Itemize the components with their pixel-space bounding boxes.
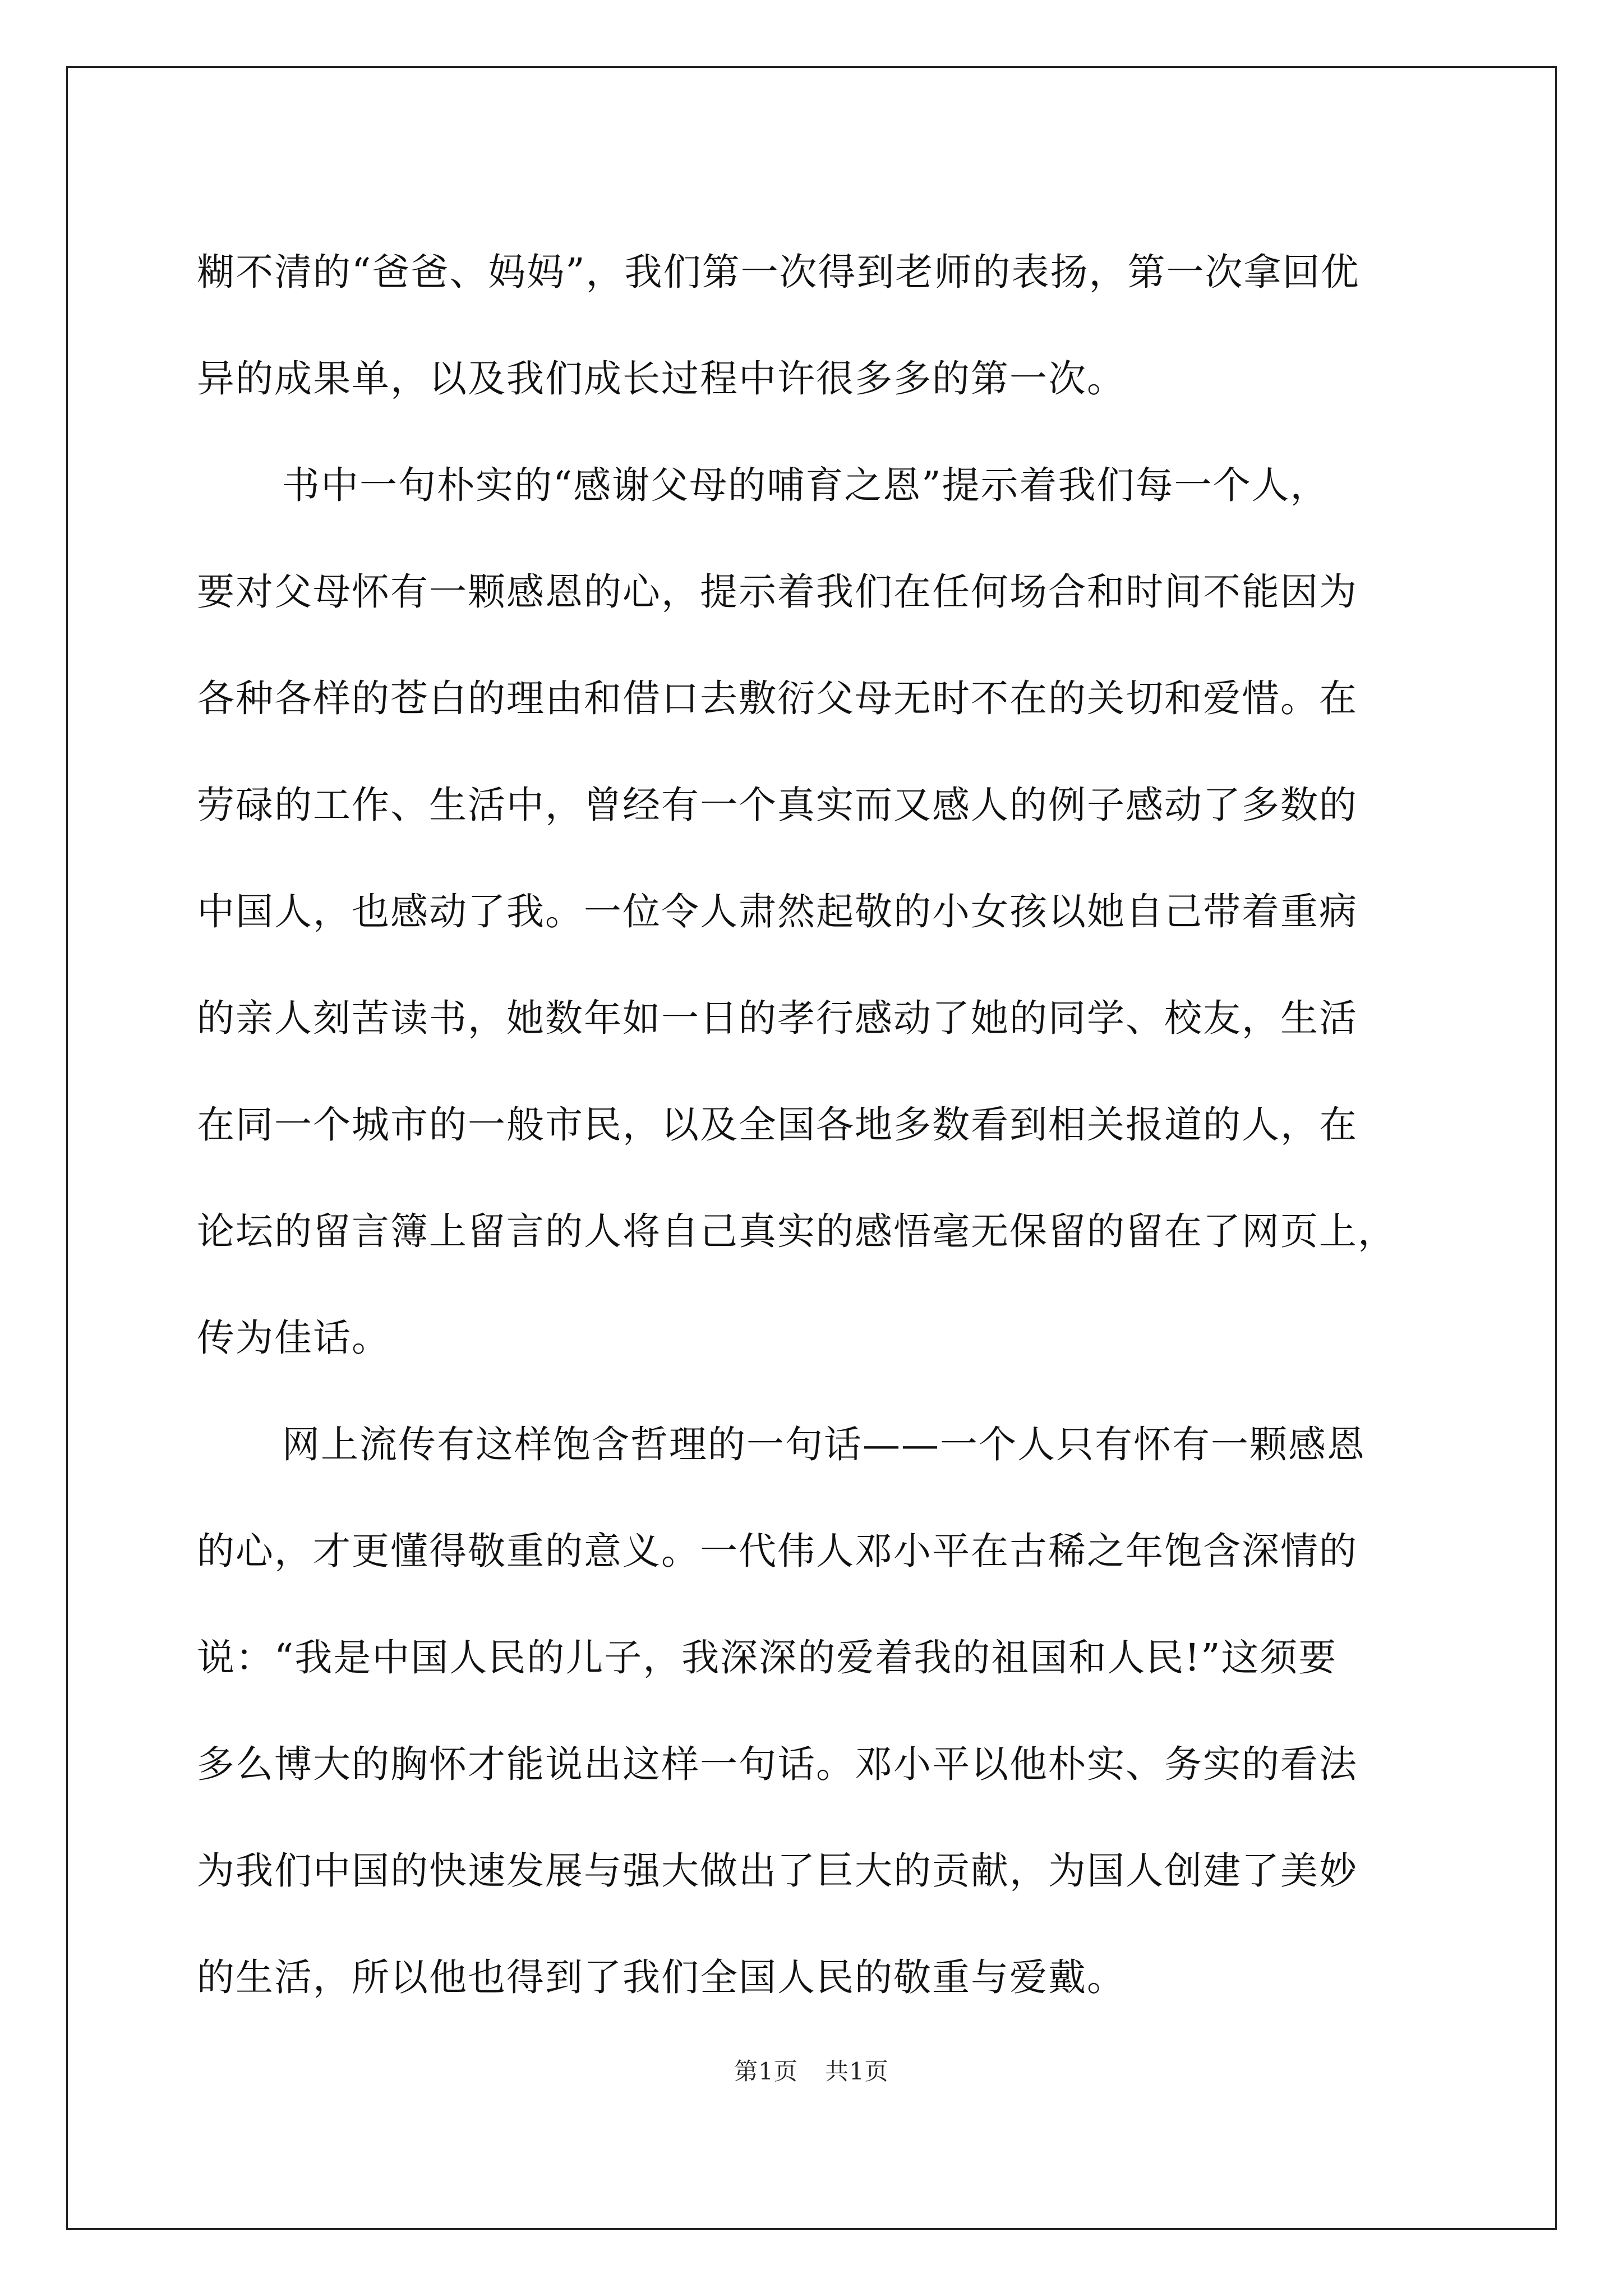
text-line: 为我们中国的快速发展与强大做出了巨大的贡献，为国人创建了美妙 (197, 1849, 1358, 1893)
text-line: 网上流传有这样饱含哲理的一句话——一个人只有怀有一颗感恩 (282, 1423, 1366, 1466)
page-footer (0, 2053, 1623, 2087)
text-line: 在同一个城市的一般市民，以及全国各地多数看到相关报道的人，在 (197, 1103, 1358, 1147)
page-number: 第1页 (734, 2058, 798, 2085)
document-body (197, 219, 1442, 2031)
text-line: 的生活，所以他也得到了我们全国人民的敬重与爱戴。 (197, 1955, 1126, 1999)
text-line: 各种各样的苍白的理由和借口去敷衍父母无时不在的关切和爱惜。在 (197, 677, 1358, 720)
text-line: 中国人，也感动了我。一位令人肃然起敬的小女孩以她自己带着重病 (197, 890, 1358, 933)
text-line: 说：“我是中国人民的儿子，我深深的爱着我的祖国和人民!”这须要 (197, 1636, 1338, 1680)
text-line: 多么博大的胸怀才能说出这样一句话。邓小平以他朴实、务实的看法 (197, 1742, 1358, 1786)
text-line: 要对父母怀有一颗感恩的心，提示着我们在任何场合和时间不能因为 (197, 570, 1358, 614)
text-line: 的亲人刻苦读书，她数年如一日的孝行感动了她的同学、校友，生活 (197, 996, 1358, 1040)
text-line: 异的成果单，以及我们成长过程中许很多多的第一次。 (197, 357, 1126, 401)
text-line: 劳碌的工作、生活中，曾经有一个真实而又感人的例子感动了多数的 (197, 783, 1358, 827)
text-line: 论坛的留言簿上留言的人将自己真实的感悟毫无保留的留在了网页上， (197, 1209, 1396, 1253)
text-line: 传为佳话。 (197, 1316, 390, 1360)
text-line: 书中一句朴实的“感谢父母的哺育之恩”提示着我们每一个人， (282, 463, 1329, 507)
text-line: 糊不清的“爸爸、妈妈”，我们第一次得到老师的表扬，第一次拿回优 (197, 250, 1360, 294)
page-total: 共1页 (825, 2058, 889, 2085)
text-line: 的心，才更懂得敬重的意义。一代伟人邓小平在古稀之年饱含深情的 (197, 1529, 1358, 1573)
